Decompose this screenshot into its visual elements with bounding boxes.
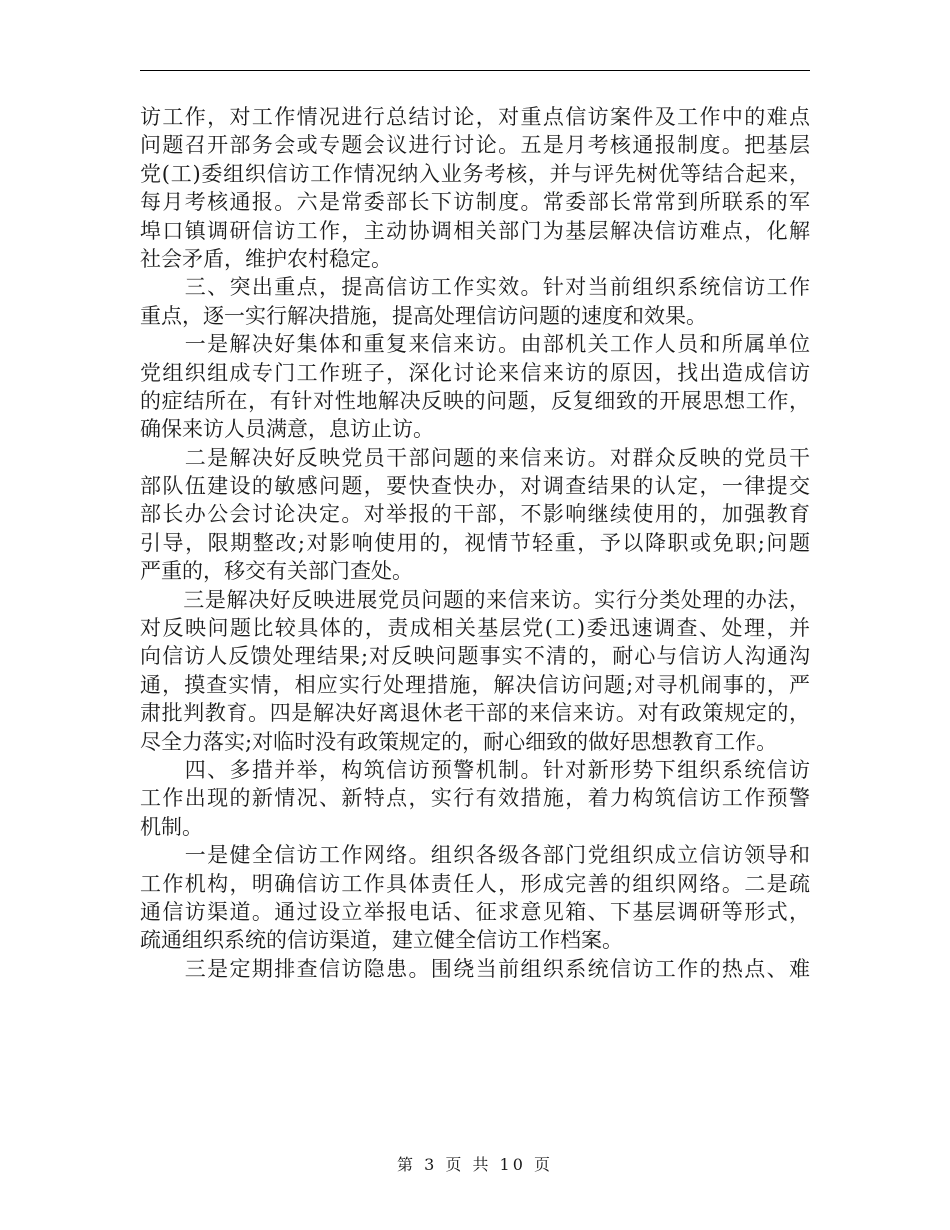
page-footer: 第 3 页 共 10 页	[397, 1155, 553, 1174]
text-line: 每月考核通报。六是常委部长下访制度。常委部长常常到所联系的军	[140, 190, 810, 215]
text-line: 对反映问题比较具体的，责成相关基层党(工)委迅速调查、处理，并	[140, 616, 810, 641]
text-line: 三、突出重点，提高信访工作实效。针对当前组织系统信访工作	[140, 275, 810, 300]
text-line: 党组织组成专门工作班子，深化讨论来信来访的原因，找出造成信访	[140, 360, 810, 385]
text-line: 三是定期排查信访隐患。围绕当前组织系统信访工作的热点、难	[140, 956, 810, 981]
text-line: 工作出现的新情况、新特点，实行有效措施，着力构筑信访工作预警	[140, 786, 810, 811]
text-line: 埠口镇调研信访工作，主动协调相关部门为基层解决信访难点，化解	[140, 218, 810, 243]
text-line: 党(工)委组织信访工作情况纳入业务考核，并与评先树优等结合起来，	[140, 161, 810, 186]
text-line: 访工作，对工作情况进行总结讨论，对重点信访案件及工作中的难点	[140, 105, 810, 129]
text-line: 四、多措并举，构筑信访预警机制。针对新形势下组织系统信访	[140, 757, 810, 782]
body-text	[140, 103, 810, 983]
text-line: 肃批判教育。四是解决好离退休老干部的来信来访。对有政策规定的，	[140, 701, 810, 726]
text-line: 部长办公会讨论决定。对举报的干部，不影响继续使用的，加强教育	[140, 502, 810, 527]
text-line: 问题召开部务会或专题会议进行讨论。五是月考核通报制度。把基层	[140, 133, 810, 158]
text-line: 部队伍建设的敏感问题，要快查快办，对调查结果的认定，一律提交	[140, 474, 810, 499]
text-line: 通信访渠道。通过设立举报电话、征求意见箱、下基层调研等形式，	[140, 899, 810, 924]
text-line: 向信访人反馈处理结果;对反映问题事实不清的，耐心与信访人沟通沟	[140, 644, 810, 669]
text-line: 的症结所在，有针对性地解决反映的问题，反复细致的开展思想工作，	[140, 388, 810, 413]
text-line: 引导，限期整改;对影响使用的，视情节轻重，予以降职或免职;问题	[140, 530, 810, 555]
header-rule	[140, 70, 810, 71]
text-line: 严重的，移交有关部门查处。	[140, 559, 413, 584]
text-line: 机制。	[140, 814, 203, 839]
text-line: 尽全力落实;对临时没有政策规定的，耐心细致的做好思想教育工作。	[140, 729, 778, 754]
text-line: 一是健全信访工作网络。组织各级各部门党组织成立信访领导和	[140, 843, 810, 868]
text-line: 工作机构，明确信访工作具体责任人，形成完善的组织网络。二是疏	[140, 871, 810, 896]
text-line: 确保来访人员满意，息访止访。	[140, 417, 434, 442]
text-line: 通，摸查实情，相应实行处理措施，解决信访问题;对寻机闹事的，严	[140, 672, 810, 697]
text-line: 三是解决好反映进展党员问题的来信来访。实行分类处理的办法，	[140, 587, 810, 612]
text-line: 重点，逐一实行解决措施，提高处理信访问题的速度和效果。	[140, 303, 707, 328]
text-line: 社会矛盾，维护农村稳定。	[140, 246, 392, 271]
text-line: 二是解决好反映党员干部问题的来信来访。对群众反映的党员干	[140, 445, 810, 470]
text-line: 一是解决好集体和重复来信来访。由部机关工作人员和所属单位	[140, 332, 810, 357]
text-line: 疏通组织系统的信访渠道，建立健全信访工作档案。	[140, 928, 623, 953]
